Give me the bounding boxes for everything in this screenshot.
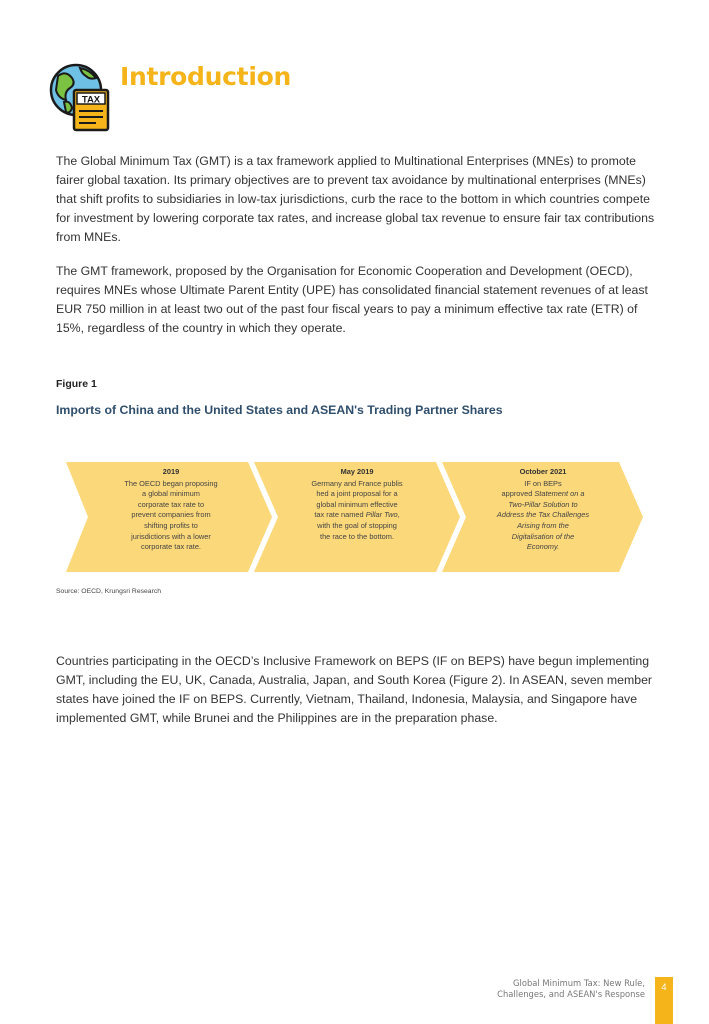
step-line: the race to the bottom. (320, 531, 394, 541)
step-line: corporate tax rate. (141, 542, 201, 552)
page-number-box (655, 977, 673, 1024)
step-line: with the goal of stopping (317, 520, 397, 530)
timeline-step-2019 (110, 467, 232, 553)
step-year: October 2021 (519, 467, 567, 476)
page-number: 4 (661, 982, 667, 992)
step-italic-text: Statement on a (534, 489, 585, 499)
footer-line-2: Challenges, and ASEAN's Response (497, 988, 645, 999)
footer-document-title (497, 978, 645, 999)
step-line: shifting profits to (144, 520, 198, 530)
step-italic-text: Two-Pillar Solution to (508, 499, 578, 509)
figure-label: Figure 1 (56, 378, 97, 390)
step-text: , (397, 510, 400, 520)
step-line: hed a joint proposal for a (316, 489, 398, 499)
footer-line-1: Global Minimum Tax: New Rule, (513, 978, 645, 988)
step-line: The OECD began proposing (124, 478, 218, 488)
figure-title: Imports of China and the United States and ASEAN's Trading Partner Shares (56, 403, 503, 417)
step-italic-text: Pillar Two (365, 510, 398, 520)
step-line (484, 542, 602, 553)
step-line: corporate tax rate to (137, 499, 205, 509)
step-line: prevent companies from (131, 510, 211, 520)
step-line (484, 510, 602, 521)
step-italic-text: Digitalisation of the (511, 531, 575, 541)
step-italic-text: Address the Tax Challenges (496, 510, 590, 520)
step-line: global minimum effective (316, 499, 398, 509)
step-year: May 2019 (340, 467, 374, 476)
step-line (484, 500, 602, 511)
step-text: tax rate named (314, 510, 366, 520)
step-line (484, 532, 602, 543)
timeline-step-october-2021 (484, 467, 602, 553)
step-line (298, 510, 416, 521)
step-line: a global minimum (142, 489, 200, 499)
step-line (484, 521, 602, 532)
step-italic-text: Arising from the (517, 520, 569, 530)
step-line: IF on BEPs (524, 478, 562, 488)
step-text: approved (501, 489, 535, 499)
step-line: jurisdictions with a lower (131, 531, 211, 541)
page-title: Introduction (120, 62, 291, 91)
globe-tax-document-icon (46, 62, 116, 134)
step-line (484, 489, 602, 500)
paragraph-if-on-beps: Countries participating in the OECD’s Inclusive Framework on BEPS (IF on BEPS) have begun implementing GMT, including the EU, UK, Canada, Australia, Japan, and South Korea (Figure 2). In ASEAN, seven member states have joined the IF on BEPS. Currently, Vietnam, Thailand, Indonesia, Malaysia, and Singapore have implemented GMT, while Brunei and the Philippines are in the preparation phase. (56, 654, 653, 725)
paragraph-gmt-framework: The GMT framework, proposed by the Organisation for Economic Cooperation and Development (OECD), requires MNEs whose Ultimate Parent Entity (UPE) has consolidated financial statement revenues of at least EUR 750 million in at least two out of the past four fiscal years to pay a minimum effective tax rate (ETR) of 15%, regardless of the country in which they operate. (56, 264, 648, 335)
step-year: 2019 (162, 467, 180, 476)
figure-source: Source: OECD, Krungsri Research (56, 588, 162, 595)
step-italic-text: Economy. (526, 542, 560, 552)
tax-tag-text: TAX (81, 94, 101, 106)
paragraph-intro: The Global Minimum Tax (GMT) is a tax framework applied to Multinational Enterprises (MNEs) to promote fairer global taxation. Its primary objectives are to prevent tax avoidance by multinational enterprises (MNEs) that shift profits to subsidiaries in low-tax jurisdictions, curb the race to the bottom in which countries compete for investment by lowering corporate tax rates, and increase global tax revenue to ensure fair tax contributions from MNEs. (56, 154, 655, 244)
timeline-step-may-2019 (298, 467, 416, 542)
step-line: Germany and France publis (311, 478, 403, 488)
